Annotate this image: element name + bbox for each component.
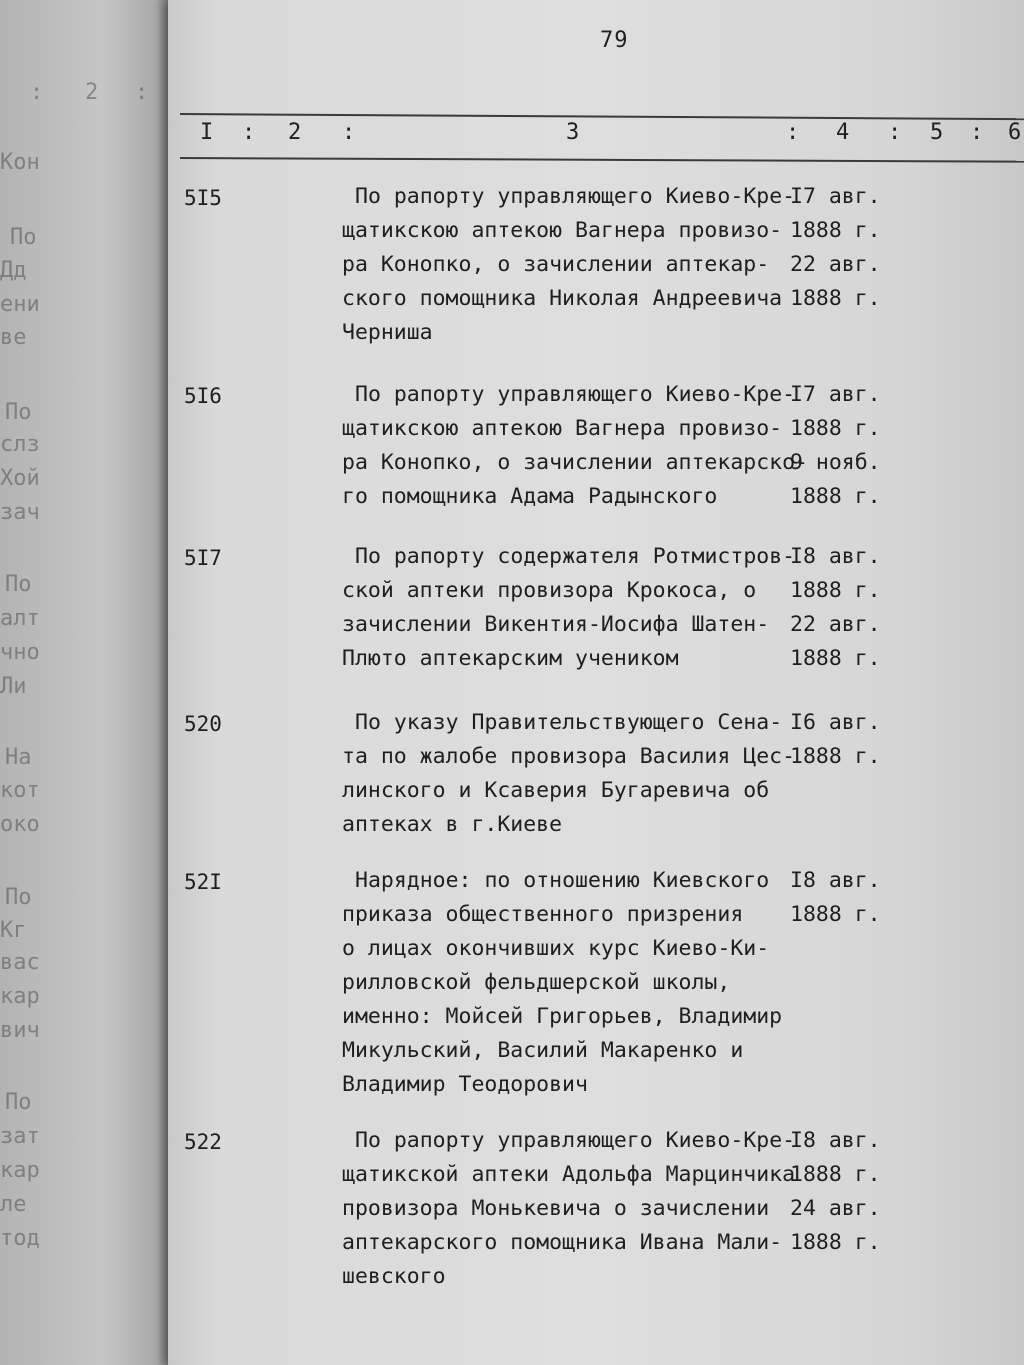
left-page-fragment: алт xyxy=(0,606,40,631)
left-page-fragment: На xyxy=(5,745,32,770)
entry-date-line: 1888 г. xyxy=(790,1230,881,1255)
entry-description-line: щатикскою аптекою Вагнера провизо- xyxy=(342,416,783,441)
entry-description xyxy=(342,1124,795,1294)
entry-dates xyxy=(790,1124,881,1260)
entry-description-line: аптеках в г.Киеве xyxy=(342,812,563,837)
left-page-fragment: зат xyxy=(0,1124,40,1149)
entry-date-line: I8 авг. xyxy=(790,1128,881,1153)
entry-description xyxy=(342,706,795,842)
column-separator: : xyxy=(342,120,356,145)
left-page-fragment: зач xyxy=(0,500,40,525)
left-page-fragment: Кон xyxy=(0,150,40,175)
left-page-fragment: чно xyxy=(0,640,40,665)
left-page-fragment: По xyxy=(5,1090,32,1115)
left-page-fragment: ени xyxy=(0,292,40,317)
left-page-fragment: Хой xyxy=(0,466,40,491)
entry-description xyxy=(342,864,782,1102)
entry-date-line: 1888 г. xyxy=(790,416,881,441)
column-separator: : xyxy=(786,120,800,145)
entry-description xyxy=(342,180,795,350)
entry-date-line: 1888 г. xyxy=(790,218,881,243)
column-header-6: 6 xyxy=(1008,120,1022,145)
column-header-4: 4 xyxy=(836,120,850,145)
entry-dates xyxy=(790,180,881,316)
column-header-2: 2 xyxy=(288,120,302,145)
entry-date-line: 1888 г. xyxy=(790,286,881,311)
entry-date-line: 1888 г. xyxy=(790,744,881,769)
entry-description xyxy=(342,540,795,676)
left-page-fragment: По xyxy=(5,400,32,425)
entry-number: 52I xyxy=(184,870,222,894)
entry-date-line: I8 авг. xyxy=(790,544,881,569)
entry-dates xyxy=(790,706,881,774)
left-page-fragment: 2 xyxy=(85,80,99,105)
column-separator: : xyxy=(242,120,256,145)
entry-description-line: зачислении Викентия-Иосифа Шатен- xyxy=(342,612,770,637)
left-page-text-fragments xyxy=(0,0,170,1365)
entry-description-line: По рапорту управляющего Киево-Кре- xyxy=(355,184,796,209)
entry-date-line: 1888 г. xyxy=(790,902,881,927)
entry-description-line: Черниша xyxy=(342,320,433,345)
left-page-fragment: Ли xyxy=(0,674,27,699)
entry-description-line: Нарядное: по отношению Киевского xyxy=(355,868,770,893)
entry-description-line: о лицах окончивших курс Киево-Ки- xyxy=(342,936,770,961)
entry-description-line: Плюто аптекарским учеником xyxy=(342,646,679,671)
entry-description-line: го помощника Адама Радынского xyxy=(342,484,718,509)
column-header-3: 3 xyxy=(566,120,580,145)
left-page-fragment: кар xyxy=(0,1158,40,1183)
left-page-fragment: Дд xyxy=(0,258,27,283)
entry-description-line: ра Конопко, о зачислении аптекарско- xyxy=(342,450,808,475)
entry-number: 5I5 xyxy=(184,186,222,210)
left-page-fragment: вас xyxy=(0,950,40,975)
left-page-fragment: : xyxy=(135,80,149,105)
entry-description-line: По рапорту управляющего Киево-Кре- xyxy=(355,382,796,407)
entry-description-line: аптекарского помощника Ивана Мали- xyxy=(342,1230,783,1255)
left-page-fragment: слз xyxy=(0,432,40,457)
left-page-fragment: По xyxy=(5,572,32,597)
entry-description-line: ского помощника Николая Андреевича xyxy=(342,286,783,311)
column-header-1: I xyxy=(200,120,214,145)
left-page-fragment: По xyxy=(5,885,32,910)
left-page-fragment: кот xyxy=(0,778,40,803)
entry-description-line: именно: Мойсей Григорьев, Владимир xyxy=(342,1004,783,1029)
left-page-fragment: кар xyxy=(0,984,40,1009)
entry-description-line: щатикскою аптекою Вагнера провизо- xyxy=(342,218,783,243)
entry-date-line: 24 авг. xyxy=(790,1196,881,1221)
left-page-fragment: тод xyxy=(0,1226,40,1251)
left-page-fragment: Кг xyxy=(0,918,27,943)
left-page-fragment: ле xyxy=(0,1192,27,1217)
page-number: 79 xyxy=(600,28,629,53)
column-header-5: 5 xyxy=(930,120,944,145)
entry-number: 520 xyxy=(184,712,222,736)
entry-date-line: I6 авг. xyxy=(790,710,881,735)
entry-description-line: Микульский, Василий Макаренко и xyxy=(342,1038,744,1063)
column-separator: : xyxy=(970,120,984,145)
left-page-fragment: вич xyxy=(0,1018,40,1043)
entry-date-line: 22 авг. xyxy=(790,252,881,277)
entry-description-line: ра Конопко, о зачислении аптекар- xyxy=(342,252,770,277)
entry-description-line: По указу Правительствующего Сена- xyxy=(355,710,783,735)
entry-number: 5I7 xyxy=(184,546,222,570)
entry-description-line: провизора Монькевича о зачислении xyxy=(342,1196,770,1221)
entry-date-line: 1888 г. xyxy=(790,1162,881,1187)
entry-date-line: 22 авг. xyxy=(790,612,881,637)
entry-description-line: та по жалобе провизора Василия Цес- xyxy=(342,744,796,769)
entry-date-line: I7 авг. xyxy=(790,184,881,209)
entry-description-line: линского и Ксаверия Бугаревича об xyxy=(342,778,770,803)
entry-date-line: 1888 г. xyxy=(790,578,881,603)
left-page-fragment: : xyxy=(30,80,44,105)
entry-number: 5I6 xyxy=(184,384,222,408)
entry-date-line: 9 нояб. xyxy=(790,450,881,475)
left-page-fragment: По xyxy=(10,225,37,250)
entry-date-line: I8 авг. xyxy=(790,868,881,893)
left-page-fragment: ве xyxy=(0,325,27,350)
entry-number: 522 xyxy=(184,1130,222,1154)
entry-description-line: По рапорту содержателя Ротмистров- xyxy=(355,544,796,569)
entry-dates xyxy=(790,378,881,514)
entry-description-line: ской аптеки провизора Крокоса, о xyxy=(342,578,757,603)
entry-description-line: приказа общественного призрения xyxy=(342,902,744,927)
entry-date-line: 1888 г. xyxy=(790,646,881,671)
entry-date-line: I7 авг. xyxy=(790,382,881,407)
entry-description-line: рилловской фельдшерской школы, xyxy=(342,970,731,995)
entry-description-line: шевского xyxy=(342,1264,446,1289)
entry-dates xyxy=(790,864,881,932)
entry-dates xyxy=(790,540,881,676)
entry-description-line: Владимир Теодорович xyxy=(342,1072,588,1097)
entry-description-line: щатикской аптеки Адольфа Марцинчика xyxy=(342,1162,796,1187)
entry-description xyxy=(342,378,808,514)
column-separator: : xyxy=(888,120,902,145)
entry-date-line: 1888 г. xyxy=(790,484,881,509)
left-page-fragment: око xyxy=(0,812,40,837)
entry-description-line: По рапорту управляющего Киево-Кре- xyxy=(355,1128,796,1153)
